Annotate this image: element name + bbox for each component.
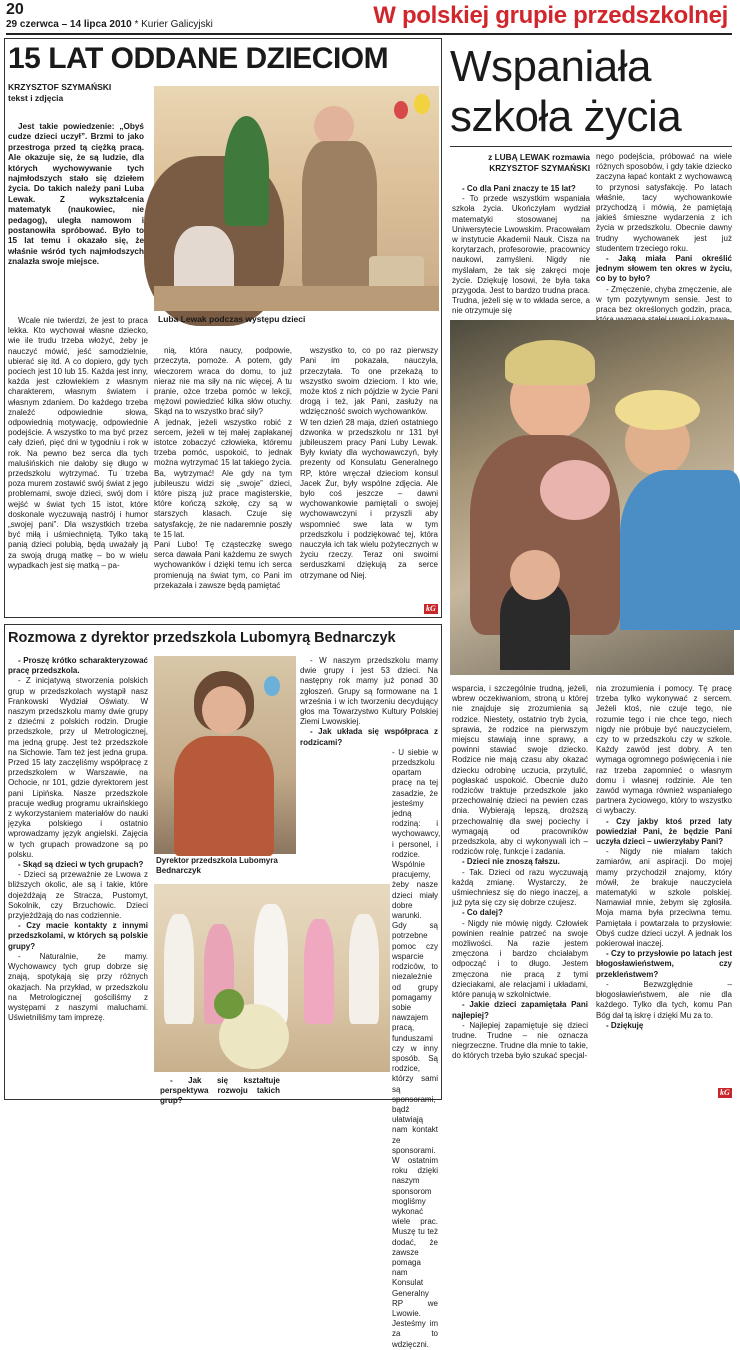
byline-text: z LUBĄ LEWAK rozmawia KRZYSZTOF SZYMAŃSKI [488,152,590,173]
article1-lead [8,122,144,268]
article3-title: Rozmowa z dyrektor przedszkola Lubomyrą Bednarczyk [8,630,396,646]
article2-title-line2: szkoła życia [450,92,682,141]
article3-question: - Jak się kształtuje perspektywa rozwoju takich grup? [160,1076,280,1106]
article2-answer: wsparcia, i szczególnie trudną, jeżeli, wbrew oczekiwaniom, stroną u której nie znajduje się zrozumienia są rodzice. Niestety, ostatnio tryb życia, sprawia, że rodzice na pierwszym miejscu stawiają inne sprawy, a powinni stawiać swoje dziecko. Rodzice nie mają czasu aby okazać dziecku odrobinę uczucia, przytulić, pogłaskać uspokoić. Obecnie dużo rodziców traktuje przedszkole jako przechowalnię dzieci na pewien czas dnia. Wybierają lepszą, droższą przechowalnię dla swej pociechy i wymagają od pracowników przedszkola, aby ci wykonywali ich – rodziców rolę, funkcje i zadania. [452,684,588,857]
article2-answer: - To przede wszystkim wspaniała szkoła życia. Ukończyłam wydział matematyki stosowanej na Uniwersytecie Lwowskim. Pracowałam w instytucie Akademii Nauk. Cisza na korytarzach, profesorowie, pracownicy naukowi, zamyśleni. Nigdy nie myślałam, że tak się zakręci moje życie. Dziękuję losowi, że była taka przygoda. Jest to bardzo trudna praca. Trudna, jeżeli się w to wkłada serce, a nie otrzymuje się [452,194,590,316]
paper-name: Kurier Galicyjski [141,19,213,30]
article2-col2 [596,152,732,317]
article3-question: - Czy macie kontakty z innymi przedszkolami, w których są polskie grupy? [8,921,148,951]
article3-answer: - Z inicjatywą stworzenia polskich grup w przedszkolach wystąpił nasz Frankowski Wydział Oświaty. W naszym przedszkolu mamy dwie grupy z dziećmi z polskich rodzin. Drugie przedszkole, przy ul Metrologicznej, ma jedną grupę. Jest też przedszkole na Sichowie. Tam też jest jedna grupa. Przed 15 laty zaczęliśmy współpracę z przedszkolem w Warszawie, na Ochocie, nr 101, gdzie dyrektorem jest pani Lipińska. Nasze przedszkole pracuje według programu ukraińskiego z wykorzystaniem materiałów do nauki języka polskiego i ostatnio wprowadzamy język angielski. Zajęcia w tych grupach prowadzone są po polsku. [8,676,148,859]
article2-question: - Czy to przysłowie po latach jest błogosławieństwem, czy przekleństwem? [596,949,732,979]
article2-answer: - Tak. Dzieci od razu wyczuwają każdą zmianę. Wystarczy, że uśmiechniesz się do niego inaczej, a już pyta się czy się dobrze czujesz. [452,867,588,908]
photo-caption: Luba Lewak podczas występu dzieci [158,314,306,324]
article1-col1 [8,316,148,616]
photo-caption: Dyrektor przedszkola Lubomyra Bednarczyk [156,856,278,875]
article3-question: - Proszę krótko scharakteryzować pracę przedszkola. [8,656,148,676]
article2-answer: - Zmęczenie, chyba zmęczenie, ale w tym pozytywnym sensie. Jest to praca bez określonych godzin, praca, [596,284,732,315]
article2-col1 [452,184,590,314]
author-note: tekst i zdjęcia [8,93,64,103]
article2-question: - Co dla Pani znaczy te 15 lat? [462,184,576,193]
article3-question: - Skąd są dzieci w tych grupach? [18,860,144,870]
article1-col1-text: Wcale nie twierdzi, że jest to praca lekka. Kto wychował własne dziecko, wie ile trudu trzeba włożyć, żeby je nauczyć mówić, jeść samodzielnie, ubierać się itd. A co dopiero, gdy tych pociech jest 10 lub 15. Każda jest inny, każda jest człowiekiem z własnym charakterem, własnym światem i własnym zdaniem. Do każdego trzeba znaleźć odpowiednie słowa, odpowiednią motywację, odpowiednie podejście. A wszystko to ma być przez cały dzień, pięć dni w tygodniu i rok w rok. Na pewno bez serca dla tych maluśińskich nie dałoby się długo w przedszkolu wytrzymać. Tu trzeba poza murem zostawić swój świat z jego problemami, swoje dzieci, swój dom i wejść w świat tych 15 istot, które doskonale wyczuwają nastrój i humor „swojej pani”. Dla wszystkich trzeba być miłą i uśmiechniętą. Tylko taką panią dzieci polubią, będą uważały ją za swoją drugą matkę – bo w wielu wypadkach jest się matką – pa- [8,316,148,570]
article3-answer: - Dzieci są przeważnie ze Lwowa z bliższych okolic, ale są i takie, które dojeżdżają ze Stracza, Pustomyt, Sokolnik, czy Brzuchowic. Dzieci przyjeżdżają do nas codziennie. [8,870,148,921]
end-mark: kG [720,1088,730,1097]
date-separator: * [134,19,139,30]
photo-director [154,656,296,854]
article2-answer: - Bezwzględnie – błogosławieństwem, ale nie dla każdego. Tylko dla tych, komu Pan Bóg dał tą iskrę i dzięki Mu za to. [596,979,732,1020]
author-name: KRZYSZTOF SZYMAŃSKI [8,82,112,92]
photo-luba-lewak-performance [154,86,439,311]
article2-answer: - Nigdy nie mówię nigdy. Człowiek powinien realnie patrzeć na swoje możliwości. Na razie jestem zmęczona i bardzo chciałabym odpocząć i to długo. Jestem zmęczona nie pracą z tymi dzieciakami, ale relacjami i układami, które panują w szkolnictwie. [452,918,588,1000]
date-range: 29 czerwca – 14 lipca 2010 [6,19,132,30]
article2-title [450,42,681,142]
article1-col3-text: wszystko to, co po raz pierwszy Pani im pokazała, nauczyła, przeczytała. To one przekażą to wszystko swoim dzieciom. I kto wie, może ktoś z nich pójdzie w życie Pani drogą i też, jak Pani, zasłuży na wdzięczność swoich wychowanków. W ten dzień 28 maja, dzień ostatniego dzwonka w przedszkolu nr 131 był jubileuszem pracy Pani Luby Lewak. Były kwiaty dla wychowawczyń, były prezenty od Konsulatu Generalnego RP, które wręczał dzieciom konsul Jacek Żur, były wspólne zdjęcia. Ale było coś jeszcze – dawni wychowankowie pamiętali o swojej wychowawczyni i przyszli aby wspomnieć swe lata w tym przedszkolu i podziękować tej, która nauczyła ich tak wielu pożytecznych w życiu rzeczy. Teraz oni swoimi serduszkami dziękują za serce otrzymane od Niej. [300,346,438,580]
page-number: 20 [6,1,24,18]
article2-question: - Dziękuję [606,1020,644,1030]
header-rule [6,33,732,35]
article2-col-bottom2 [596,684,732,1084]
article2-question: - Co dalej? [462,908,503,918]
article2-question: - Jakie dzieci zapamiętała Pani najlepiej? [452,1000,588,1020]
article2-byline [452,152,590,173]
article3-question: - Jak układa się współpraca z rodzicami? [300,727,438,747]
article3-col1 [8,656,148,1098]
article1-col3 [300,336,438,606]
article1-col2 [154,336,292,616]
article3-answer: - W naszym przedszkolu mamy dwie grupy i jest 53 dzieci. Na następny rok mamy już ponad 30 zgłoszeń. Grupy są formowane na 1 września i w ich tworzeniu decydujący głos ma Towarzystwo Kultury Polskiej Ziemi Lwowskiej. [300,656,438,727]
article1-title: 15 LAT ODDANE DZIECIOM [8,42,389,75]
end-mark: kG [426,604,436,613]
section-title: W polskiej grupie przedszkolnej [373,2,728,29]
article2-question: - Czy jakby ktoś przed laty powiedział Pani, że będzie Pani uczyła dzieci – uwierzyłaby Pani? [596,816,732,847]
article2-answer: - Nigdy nie miałam takich zamiarów, ani aspiracji. Do mojej mamy przychodził znajomy, który mówił, że brakuje nauczyciela matematyki w szkole polskiej. Namawiał mnie, żebym się zgłosiła. Moja mama była przeciwna temu. Pamiętała i powtarzała to przysłowie: Obyś cudze dzieci uczył. A jednak los pokierował inaczej. [596,847,732,949]
article3-answer: - Naturalnie, że mamy. Wychowawcy tych grup dobrze się znają, spotykają się przy różnych okazjach. Na przykład, w przedszkolu na Metrologicznej gościliśmy z występami z naszymi maluchami. Uświetniliśmy tam imprezę. [8,951,148,1023]
article2-title-line1: Wspaniała [450,42,651,91]
article2-question: - Dzieci nie znoszą fałszu. [462,857,560,867]
article2-rule [450,146,732,147]
article2-answer: - Najlepiej zapamiętuje się dzieci trudne. Trudne – nie oznacza niegrzeczne. Trudne dla mnie to takie, do których trzeba było szukać specjal- [452,1020,588,1061]
article2-answer: nia zrozumienia i pomocy. Tę pracę trzeba tylko wykonywać z sercem. Jeżeli ktoś, nie czuje tego, nie rozumie tego i nie chce tego, niech nigdy nie próbuje być nauczycielem, czy to w przedszkolu czy w szkole. Każdy zawód jest dobry. A ten wymaga ogromnego poświęcenia i nie raz trzeba zapomnieć o własnym domu i własnej rodzinie. Ale ten zawód wymaga również wspaniałego partnera życiowego, który to wszystko ci wybaczy. [596,684,732,816]
lead-text: Jest takie powiedzenie: „Obyś cudze dzieci uczył”. Brzmi to jako przestroga przed tą ciężką pracą. Ale okazuje się, że są ludzie, dla których wychowywanie tych najmłodszych stało się dziełem życia. Do takich należy pani Luba Lewak. Z wykształcenia matematyk (naukowiec, nie pedagog), uległa namowom i postanowiła spróbować. Było to 15 lat temu i okazało się, że właśnie wśród tych najmłodszych znalazła swoje miejsce. [8,122,144,267]
article3-col3 [300,656,441,1349]
issue-date [6,19,213,30]
article1-col2-text: nią, która naucy, podpowie, przeczyta, pomoże. A potem, gdy wieczorem wraca do domu, to już nieraz nie ma siły na nic więcej. A tu pranie, ożce trzeba pomóc w lekcji, mężowi powiedzieć kilka słów otuchy. Skąd na to wszystko brać siły? A jednak, jeżeli wszystko robić z sercem, jeżeli w tej małej zapłakanej istotce zobaczyć człowieka, któremu trzeba pomóc, uspokoić, to jednak można wytrzymać 15 lat takiego życia. Ba, wytrzymać! Ale gdy na tym jubileuszu widzi się „swoje” dzieci, które piszą już prace magisterskie, które kończą szkołę, czy są w starszych klasach. Czuje się satysfakcję, że nie nadaremnie poszły te 15 lat. Pani Lubo! Tę cząsteczkę swego serca dawała Pani każdemu ze swych wychowanków i dzięki temu ich serca promienują na świat tym, co Pani im przekazała i zawsze będą pamiętać [154,346,292,590]
article2-answer: nego podejścia, próbować na wiele różnych sposobów, i gdy takie dziecko zaczyna łapać kontakt z wychowawcą to przynosi satysfakcję. Po latach właśnie, tacy wychowankowie przychodzą i mówią, że pamiętają jakieś śmieszne wydarzenia z ich życia w przedszkolu. Obecnie dawny trudny wychowanek jest już studentem trzeciego roku. [596,152,732,253]
article2-question: - Jaką miała Pani określić jednym słowem ten okres w życiu, co by to było? [596,254,732,284]
article1-author [8,82,111,104]
article2-col-bottom1 [452,684,588,1094]
photo-luba-lewak-flowers [450,320,734,675]
article3-answer: - U siebie w przedszkolu opartam pracę na tej zasadzie, że jesteśmy jedną rodziną: i wychowawcy, i personel, i rodzice. Wspólnie pracujemy, żeby nasze dzieci miały dobre warunki. Gdy są potrzebne pomoc czy wsparcie rodziców, to niezależnie od grupy pomagamy sobie nawzajem pracą, funduszami czy w inny sposób. Są rodzice, którzy sami są sponsorami, bądź ułatwiają nam kontakt ze sponsorami. W ostatnim roku dzięki naszym sponsorom mogliśmy wykonać wiele prac. Muszę tu też dodać, że zawsze pomaga nam Konsulat Generalny RP we Lwowie. Jesteśmy im za to wdzięczni. [392,747,441,1349]
article3-col2-bottom [160,1076,280,1106]
